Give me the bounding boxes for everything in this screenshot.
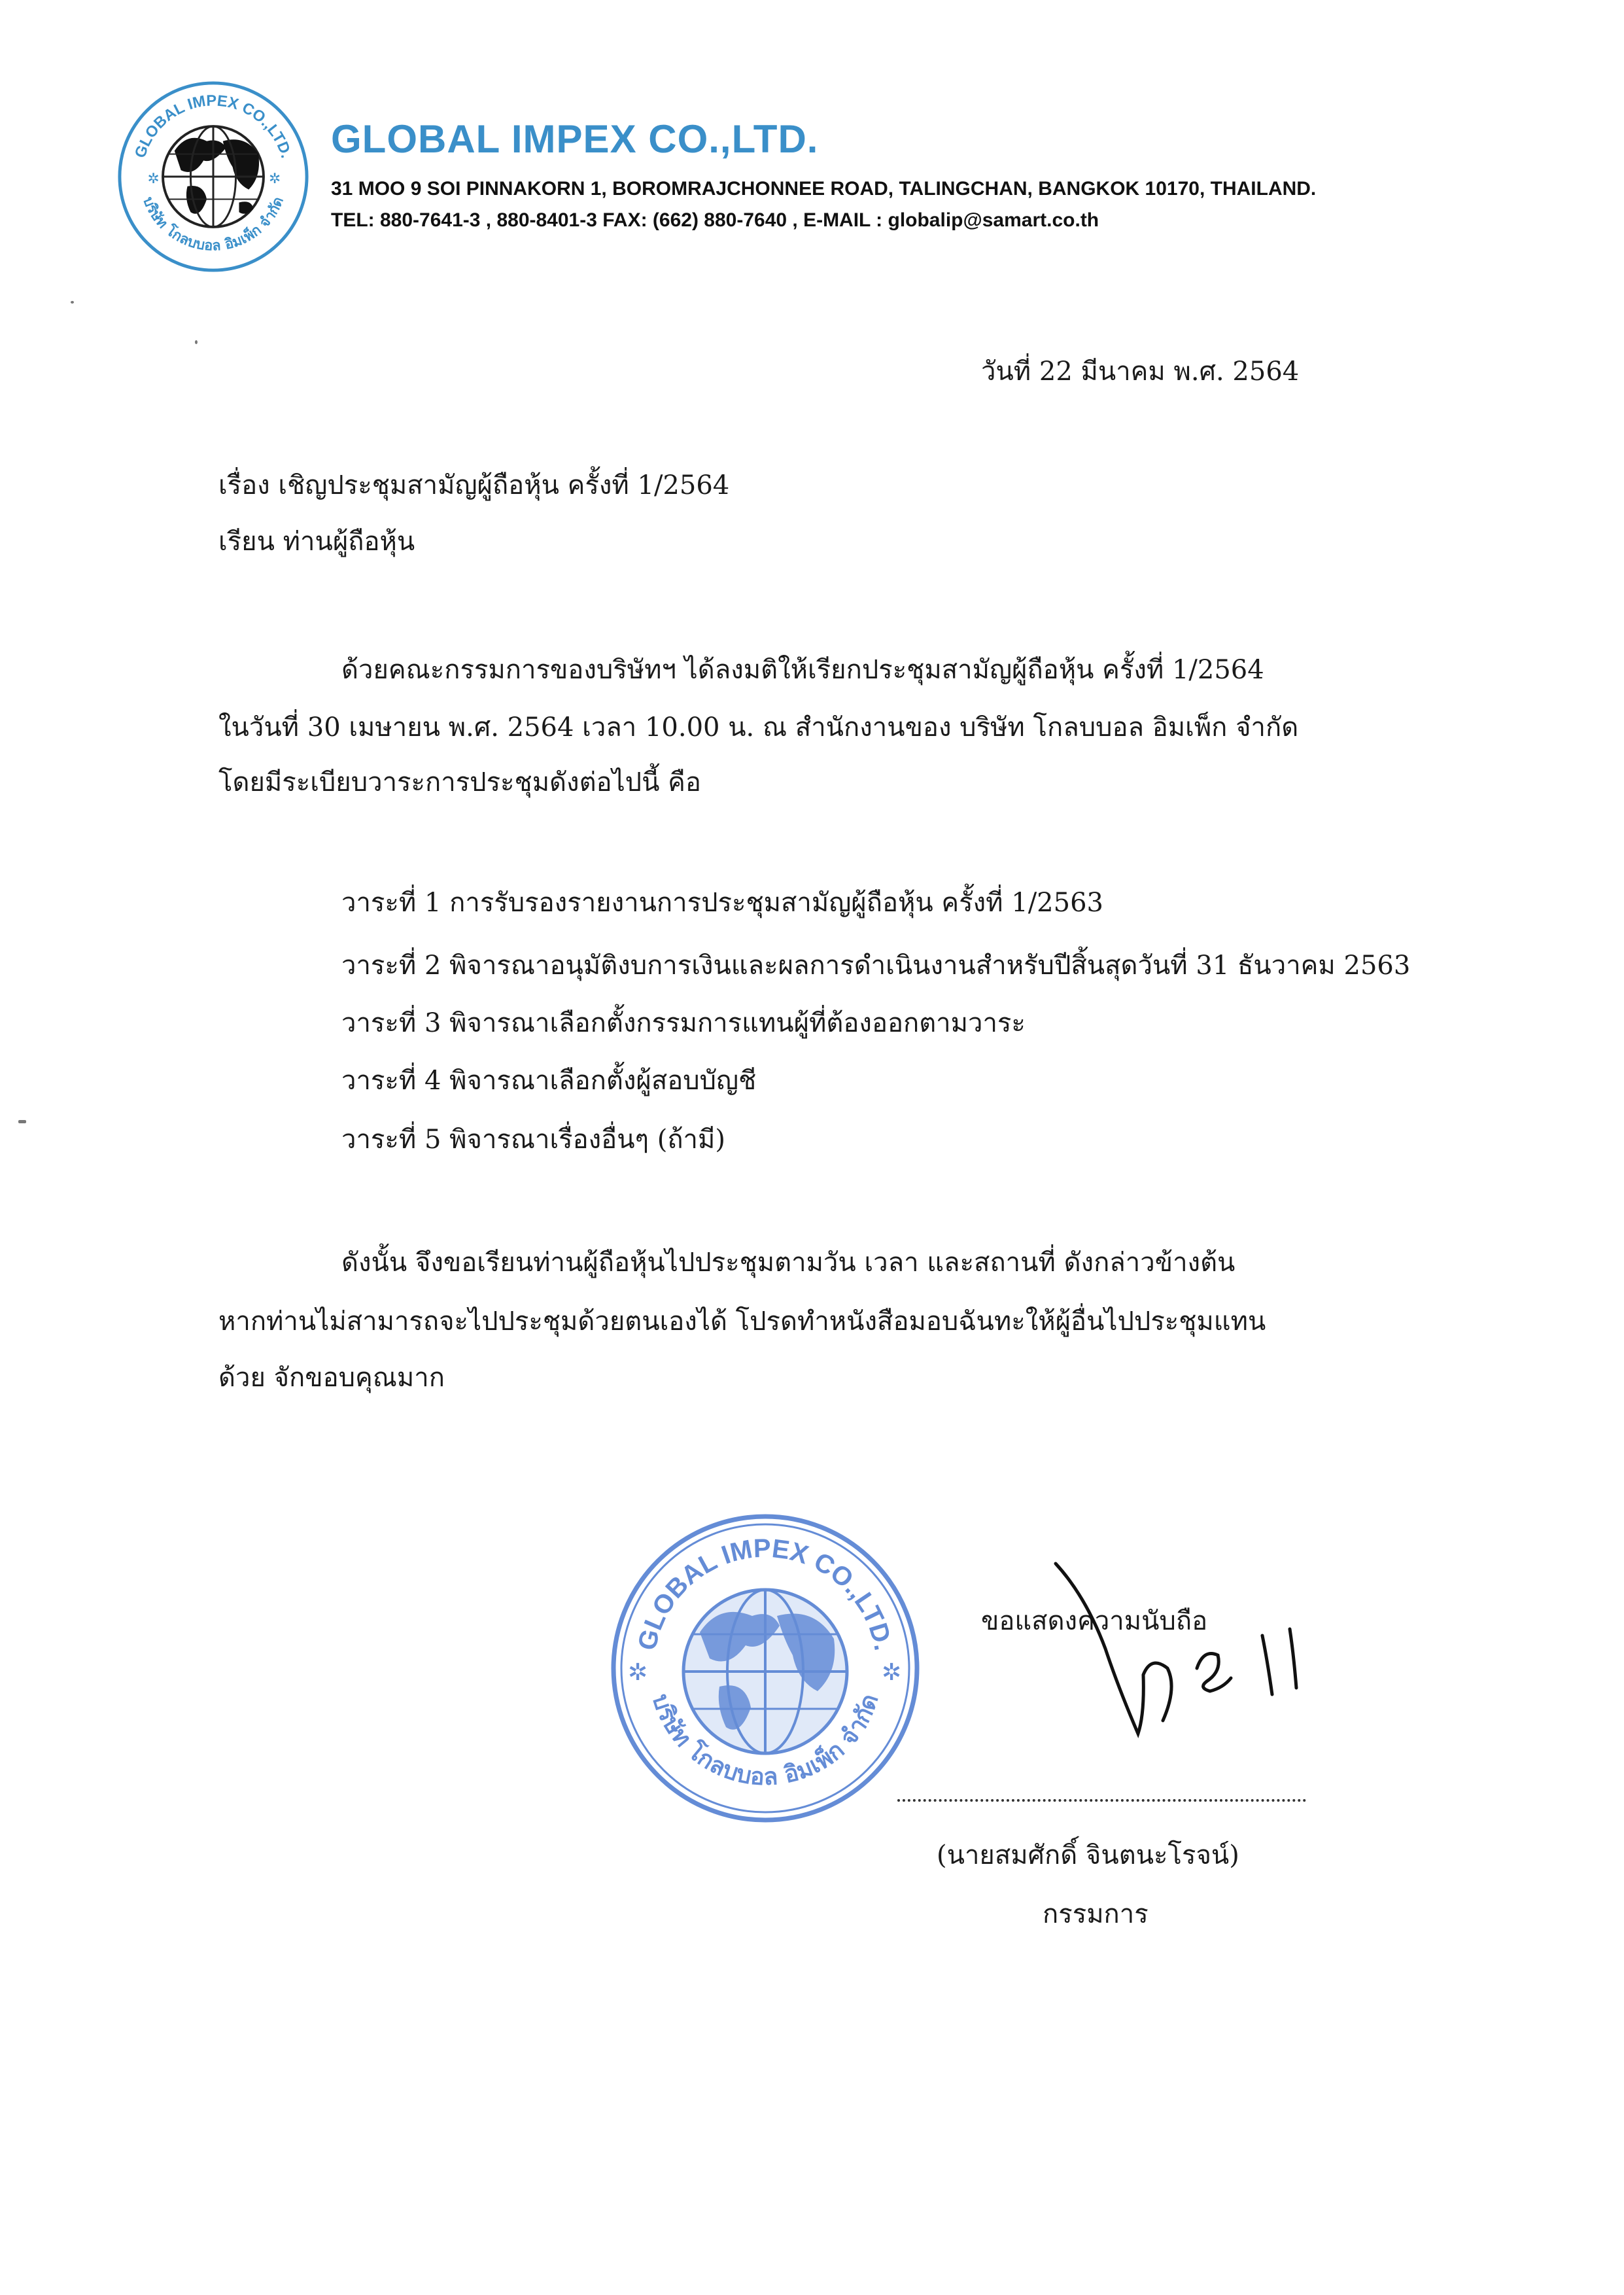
closing-line-2: หากท่านไม่สามารถจะไปประชุมด้วยตนเองได้ โปรดทำหนังสือมอบฉันทะให้ผู้อื่นไปประชุมแทน bbox=[218, 1306, 1266, 1337]
svg-text:✲: ✲ bbox=[147, 170, 160, 187]
closing-line-3: ด้วย จักขอบคุณมาก bbox=[218, 1363, 445, 1393]
company-stamp bbox=[608, 1511, 922, 1825]
svg-text:✲: ✲ bbox=[268, 170, 281, 187]
scan-speck bbox=[195, 340, 198, 344]
svg-text:✲: ✲ bbox=[882, 1659, 902, 1686]
stamp-text-top: GLOBAL IMPEX CO.,LTD. bbox=[632, 1533, 898, 1653]
agenda-item: วาระที่ 4 พิจารณาเลือกตั้งผู้สอบบัญชี bbox=[341, 1066, 757, 1096]
handwritten-signature bbox=[1046, 1557, 1321, 1760]
signature-line bbox=[897, 1799, 1306, 1802]
stamp-text-bottom: บริษัท โกลบบอล อิมเพ็ก จำกัด bbox=[646, 1691, 884, 1791]
letter-date: วันที่ 22 มีนาคม พ.ศ. 2564 bbox=[981, 357, 1300, 387]
scan-speck bbox=[71, 301, 74, 304]
letter-subject: เรื่อง เชิญประชุมสามัญผู้ถือหุ้น ครั้งที่ 1/2564 bbox=[218, 470, 730, 500]
company-contact: TEL: 880-7641-3 , 880-8401-3 FAX: (662) 880-7640 , E-MAIL : globalip@samart.co.th bbox=[331, 209, 1099, 231]
intro-line-3: โดยมีระเบียบวาระการประชุมดังต่อไปนี้ คือ bbox=[218, 767, 701, 797]
signer-title: กรรมการ bbox=[1043, 1899, 1149, 1929]
agenda-item: วาระที่ 5 พิจารณาเรื่องอื่นๆ (ถ้ามี) bbox=[341, 1125, 725, 1155]
svg-text:✲: ✲ bbox=[628, 1659, 648, 1686]
company-logo bbox=[116, 80, 310, 273]
intro-line-2: ในวันที่ 30 เมษายน พ.ศ. 2564 เวลา 10.00 น. ณ สำนักงานของ บริษัท โกลบบอล อิมเพ็ก จำกัด bbox=[218, 712, 1299, 743]
logo-text-top: GLOBAL IMPEX CO.,LTD. bbox=[131, 92, 295, 160]
closing-regards: ขอแสดงความนับถือ bbox=[981, 1606, 1208, 1636]
company-name: GLOBAL IMPEX CO.,LTD. bbox=[331, 117, 819, 161]
company-address: 31 MOO 9 SOI PINNAKORN 1, BOROMRAJCHONNEE ROAD, TALINGCHAN, BANGKOK 10170, THAILAND. bbox=[331, 178, 1317, 200]
agenda-item: วาระที่ 2 พิจารณาอนุมัติงบการเงินและผลการดำเนินงานสำหรับปีสิ้นสุดวันที่ 31 ธันวาคม 2563 bbox=[341, 951, 1411, 981]
letter-salutation: เรียน ท่านผู้ถือหุ้น bbox=[218, 527, 415, 557]
intro-line-1: ด้วยคณะกรรมการของบริษัทฯ ได้ลงมติให้เรียกประชุมสามัญผู้ถือหุ้น ครั้งที่ 1/2564 bbox=[341, 655, 1264, 685]
logo-text-bottom: บริษัท โกลบบอล อิมเพ็ก จำกัด bbox=[139, 194, 287, 254]
agenda-item: วาระที่ 3 พิจารณาเลือกตั้งกรรมการแทนผู้ที่ต้องออกตามวาระ bbox=[341, 1008, 1026, 1038]
closing-line-1: ดังนั้น จึงขอเรียนท่านผู้ถือหุ้นไปประชุมตามวัน เวลา และสถานที่ ดังกล่าวข้างต้น bbox=[341, 1248, 1235, 1278]
scan-speck bbox=[18, 1120, 26, 1123]
signer-name: (นายสมศักดิ์ จินตนะโรจน์) bbox=[937, 1840, 1239, 1870]
agenda-item: วาระที่ 1 การรับรองรายงานการประชุมสามัญผู้ถือหุ้น ครั้งที่ 1/2563 bbox=[341, 888, 1103, 918]
